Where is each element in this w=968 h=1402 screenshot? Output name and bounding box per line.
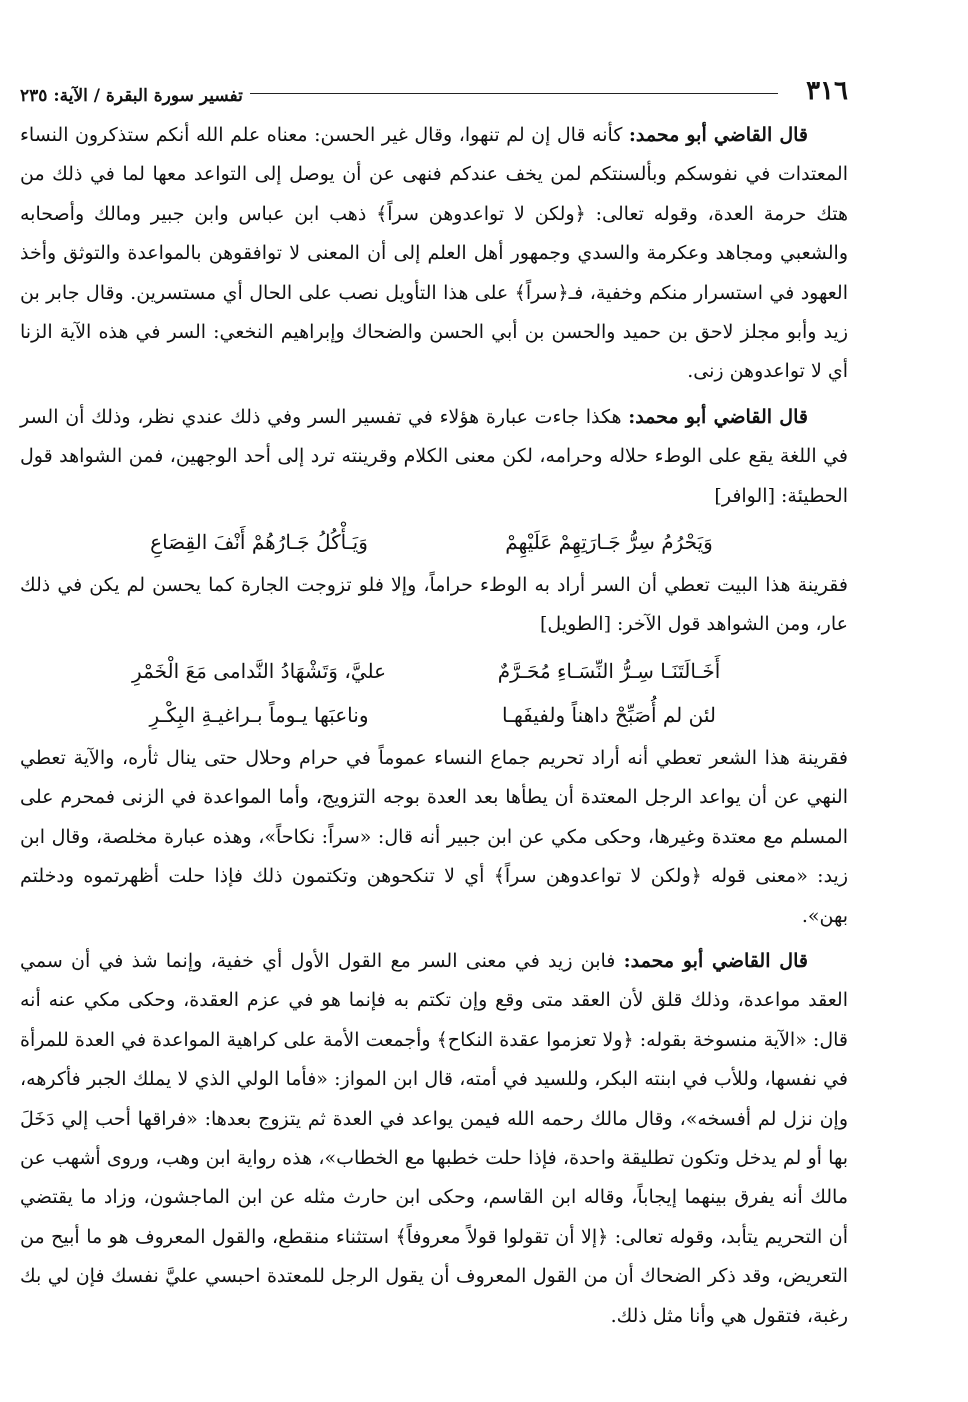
page-header (20, 70, 848, 106)
verse-line (20, 522, 848, 562)
page-body (20, 116, 848, 1336)
speaker: قال القاضي أبو محمد: (623, 949, 808, 972)
paragraph (20, 566, 848, 645)
paragraph-text: كأنه قال إن لم تنهوا، وقال غير الحسن: معناه علم الله أنكم ستذكرون النساء المعتدات في نفوسكم وبألسنتكم لمن يخف عندكم فنهى عن أن يوصل إلى التواعد معها لما في ذلك من هتك حرمة العدة، وقوله تعالى: ﴿ولكن لا تواعدوهن سراً﴾ ذهب ابن عباس وابن جبير ومالك وأصحابه والشعبي ومجاهد وعكرمة والسدي وجمهور أهل العلم إلى أن المعنى لا توافقوهن بالمواعدة والتوثق وأخذ العهود في استسرار منكم وخفية، فـ﴿سراً﴾ على هذا التأويل نصب على الحال أي مستسرين. وقال جابر بن زيد وأبو مجلز لاحق بن حميد والحسن بن أبي الحسن والضحاك وإبراهيم النخعي: السر في هذه الآية الزنا أي لا تواعدوهن زنى. (20, 124, 848, 383)
verse-hemistich: لئن لم أُصَبِّحْ داهناً ولفيفَهـا (501, 702, 716, 727)
speaker: قال القاضي أبو محمد: (628, 124, 808, 146)
paragraph (20, 739, 848, 936)
running-title: تفسير سورة البقرة / الآية: ٢٣٥ (20, 86, 243, 106)
paragraph (20, 116, 848, 392)
verse-line (20, 651, 848, 691)
verse-hemistich: وناعبَها يـوماً بـراغيـةِ البِكْـرِ (149, 702, 369, 727)
verse-hemistich: أَخَـالَتَنَـا سِـرُّ النِّسَـاءِ مُحَـرَّمٌ (497, 658, 721, 683)
paragraph-text: فابن زيد في معنى السر مع القول الأول أي خفية، وإنما شذ في أن سمي العقد مواعدة، وذلك قلق لأن العقد متى وقع وإن تكتم به فإنما هو في عزم العقدة، وحكى مكي عنه أنه قال: «الآية منسوخة بقوله: ﴿ولا تعزموا عقدة النكاح﴾ وأجمعت الأمة على كراهية المواعدة في العدة للمرأة في نفسها، وللأب في ابنته البكر، وللسيد في أمته، قال ابن المواز: «فأما الولي الذي لا يملك الجبر فأكرهه، وإن نزل لم أفسخه»، وقال مالك رحمه الله فيمن يواعد في العدة ثم يتزوج بعدها: «فراقها أحب إلي دَخَلَ بها أو لم يدخل وتكون تطليقة واحدة، فإذا حلت خطبها مع الخطاب»، هذه رواية ابن وهب، وروى أشهب عن مالك أنه يفرق بينهما إيجاباً، وقاله ابن القاسم، وحكى ابن حارث مثله عن ابن الماجشون، وزاد ما يقتضي أن التحريم يتأبد، وقوله تعالى: ﴿إلا أن تقولوا قولاً معروفاً﴾ استثناء منقطع، والقول المعروف هو ما أبيح من التعريض، وقد ذكر الضحاك أن من القول المعروف أن يقول الرجل للمعتدة احبسي عليَّ نفسك فإن لي بك رغبة، فتقول هي وأنا مثل ذلك. (20, 949, 849, 1327)
verse-line (20, 695, 848, 735)
paragraph (20, 398, 848, 516)
page (20, 70, 848, 1390)
verse-hemistich: عليَّ، وَتَشْهَادُ النَّدامى مَعَ الْخَمْرِ (131, 658, 387, 683)
page-number: ٣١٦ (806, 76, 848, 106)
paragraph-text: فقرينة هذا الشعر تعطي أنه أراد تحريم جماع النساء عموماً في حرام وحلال حتى ينال ثأره، والآية تعطي النهي عن أن يواعد الرجل المعتدة أن يطأها بعد العدة بوجه التزويج، وأما المواعدة في الزنى فمحرم على المسلم مع معتدة وغيرها، وحكى مكي عن ابن جبير أنه قال: «سراً: نكاحاً»، وهذه عبارة مخلصة، وقال ابن زيد: «معنى قوله ﴿ولكن لا تواعدوهن سراً﴾ أي لا تنكحوهن وتكتمون ذلك فإذا حلت أظهرتموه ودخلتم بهن». (20, 746, 848, 927)
paragraph-text: هكذا جاءت عبارة هؤلاء في تفسير السر وفي ذلك عندي نظر، وذلك أن السر في اللغة يقع على الوطء حلاله وحرامه، لكن معنى الكلام وقرينته ترد إلى أحد الوجهين، فمن الشواهد قول الحطيئة: [الوافر] (20, 405, 848, 507)
paragraph-text: فقرينة هذا البيت تعطي أن السر أراد به الوطء حراماً، وإلا فلو تزوجت الجارة كما يحسن لم يكن في ذلك عار، ومن الشواهد قول الآخر: [الطويل] (20, 574, 848, 636)
speaker: قال القاضي أبو محمد: (628, 405, 808, 428)
verse-hemistich: وَيَـأْكُلُ جَـارُهُمْ أَنْفَ القِصَاعِ (150, 530, 368, 555)
header-rule (250, 93, 778, 94)
verse-hemistich: وَيَحْرُمُ سِرُّ جَـارَتِهِمْ عَلَيْهِمْ (505, 530, 713, 555)
paragraph (20, 942, 848, 1336)
